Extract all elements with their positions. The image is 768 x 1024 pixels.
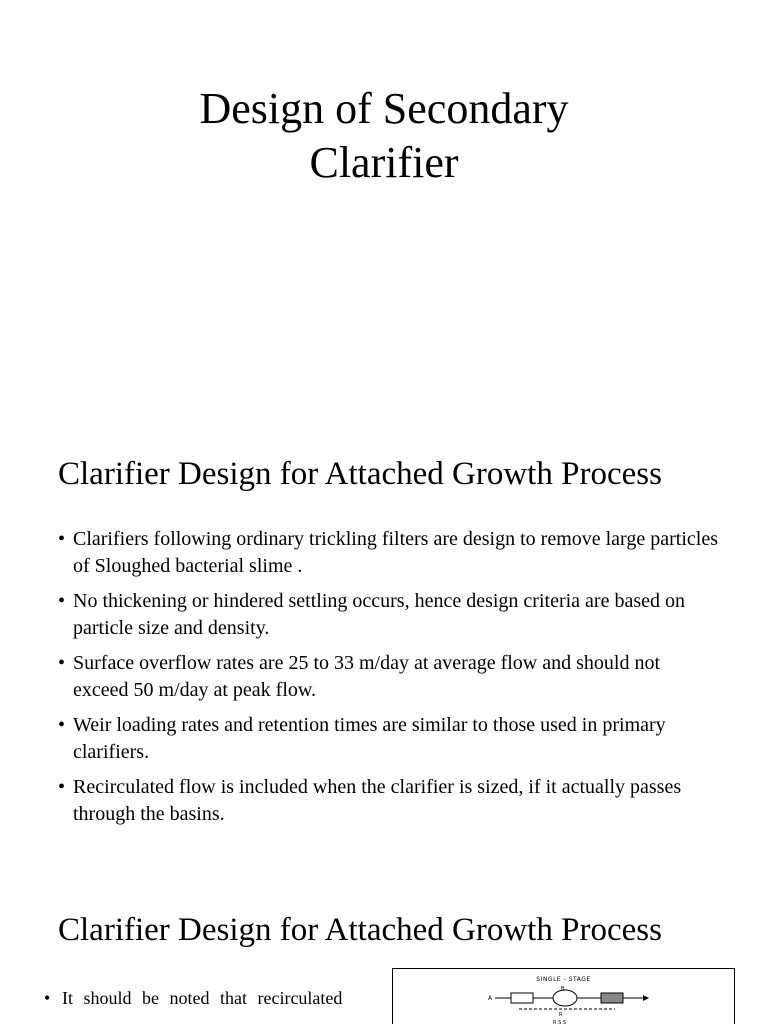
bullet-item: • No thickening or hindered settling occurs, hence design criteria are based on particle size and density. — [58, 588, 718, 642]
bullet-item: • Weir loading rates and retention times are similar to those used in primary clarifiers. — [58, 712, 718, 766]
bullet-item: • Recirculated flow is included when the clarifier is sized, if it actually passes through the basins. — [58, 774, 718, 828]
bullet-list — [58, 526, 718, 836]
diagram-mark-a: A — [488, 995, 493, 1002]
slide-attached-growth-design — [0, 420, 768, 890]
flow-diagram — [392, 968, 735, 1024]
diagram-mark-b: B — [561, 986, 565, 992]
presentation-title — [0, 82, 768, 190]
flow-diagram-drawing — [393, 969, 736, 1024]
slide-heading: Clarifier Design for Attached Growth Process — [58, 912, 662, 948]
diagram-mark-rss: R S S — [553, 1020, 567, 1024]
slide-attached-growth-design-continued — [0, 890, 768, 1024]
title-line-2: Clarifier — [309, 138, 459, 187]
primary-clarifier-shape — [511, 993, 533, 1003]
diagram-mark-r: R — [559, 1012, 563, 1018]
title-line-1: Design of Secondary — [199, 84, 569, 133]
slide-heading: Clarifier Design for Attached Growth Process — [58, 456, 662, 492]
bullet-item — [44, 986, 372, 1010]
secondary-clarifier-shape — [601, 993, 623, 1003]
bullet-text: It should be noted that recirculated — [62, 988, 343, 1008]
bullet-item: • Clarifiers following ordinary trickling filters are design to remove large particles of Sloughed bacterial slime . — [58, 526, 718, 580]
outlet-arrowhead — [643, 995, 649, 1001]
bullet-item: • Surface overflow rates are 25 to 33 m/day at average flow and should not exceed 50 m/day at peak flow. — [58, 650, 718, 704]
diagram-label: SINGLE - STAGE — [536, 976, 591, 983]
slide-title — [0, 0, 768, 420]
trickling-filter-shape — [553, 990, 577, 1006]
